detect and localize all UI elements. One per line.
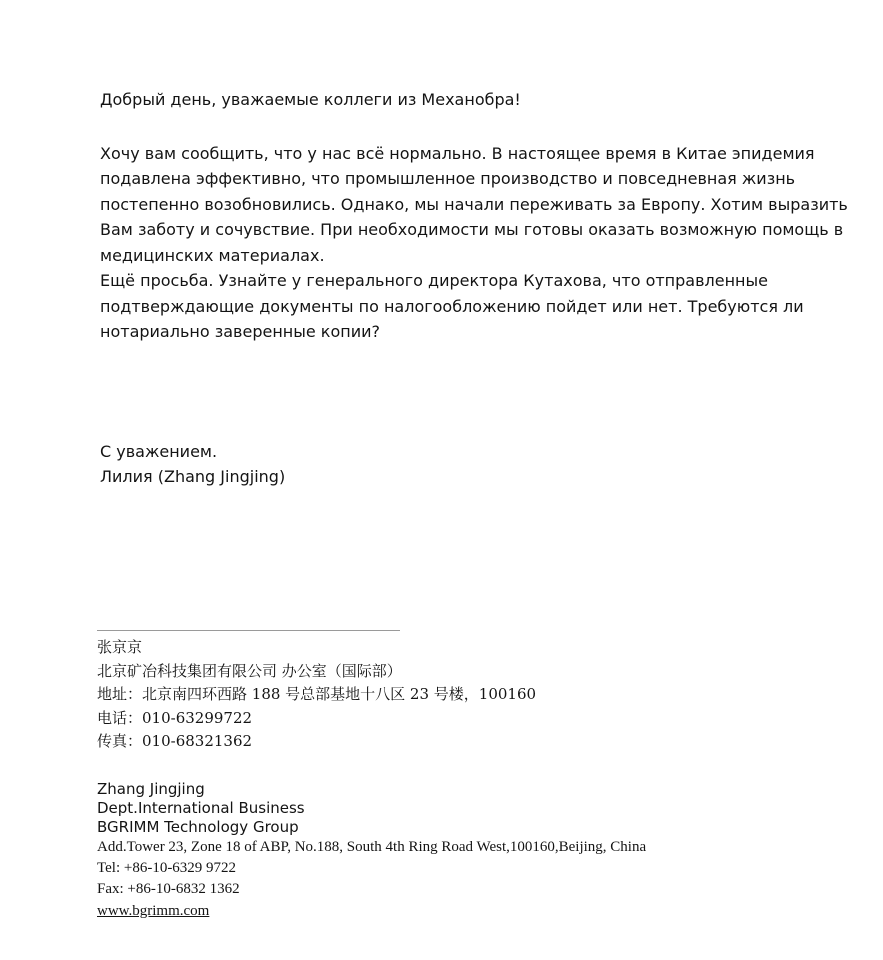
paragraph-line: подтверждающие документы по налогообложению пойдет или нет. Требуются ли	[100, 296, 804, 316]
letter-closing	[100, 439, 840, 490]
en-company: BGRIMM Technology Group	[97, 818, 299, 836]
letter-body	[100, 87, 848, 490]
paragraph-line: постепенно возобновились. Однако, мы начали переживать за Европу. Хотим выразить	[100, 194, 848, 214]
signature-chinese	[97, 636, 536, 754]
paragraph-line: медицинских материалах.	[100, 245, 325, 265]
letter-paragraph-2	[100, 268, 840, 345]
en-fax: Fax: +86-10-6832 1362	[97, 881, 240, 897]
paragraph-line: Хочу вам сообщить, что у нас всё нормально. В настоящее время в Китае эпидемия	[100, 143, 815, 163]
paragraph-line: Ещё просьба. Узнайте у генерального директора Кутахова, что отправленные	[100, 271, 768, 290]
paragraph-line: нотариально заверенные копии?	[100, 322, 380, 341]
en-department: Dept.International Business	[97, 799, 305, 817]
signature-english	[97, 780, 646, 922]
en-name: Zhang Jingjing	[97, 780, 205, 798]
website-link[interactable]: www.bgrimm.com	[97, 903, 210, 919]
cn-name: 张京京	[97, 638, 143, 656]
paragraph-line: Вам заботу и сочувствие. При необходимости мы готовы оказать возможную помощь в	[100, 220, 844, 239]
letter-greeting: Добрый день, уважаемые коллеги из Механобра!	[100, 90, 521, 109]
cn-address: 地址：北京南四环西路 188 号总部基地十八区 23 号楼，100160	[97, 685, 537, 703]
signature-divider	[97, 630, 400, 631]
paragraph-line: подавлена эффективно, что промышленное производство и повседневная жизнь	[100, 169, 796, 188]
letter-paragraph-1	[100, 141, 848, 269]
en-address: Add.Tower 23, Zone 18 of ABP, No.188, South 4th Ring Road West,100160,Beijing, China	[97, 839, 647, 855]
closing-phrase: С уважением.	[100, 441, 218, 461]
cn-fax: 传真：010-68321362	[97, 732, 253, 750]
signer-name: Лилия (Zhang Jingjing)	[100, 467, 286, 486]
cn-phone: 电话：010-63299722	[97, 708, 253, 727]
cn-company: 北京矿冶科技集团有限公司 办公室（国际部）	[97, 661, 402, 680]
en-tel: Tel: +86-10-6329 9722	[97, 860, 237, 876]
